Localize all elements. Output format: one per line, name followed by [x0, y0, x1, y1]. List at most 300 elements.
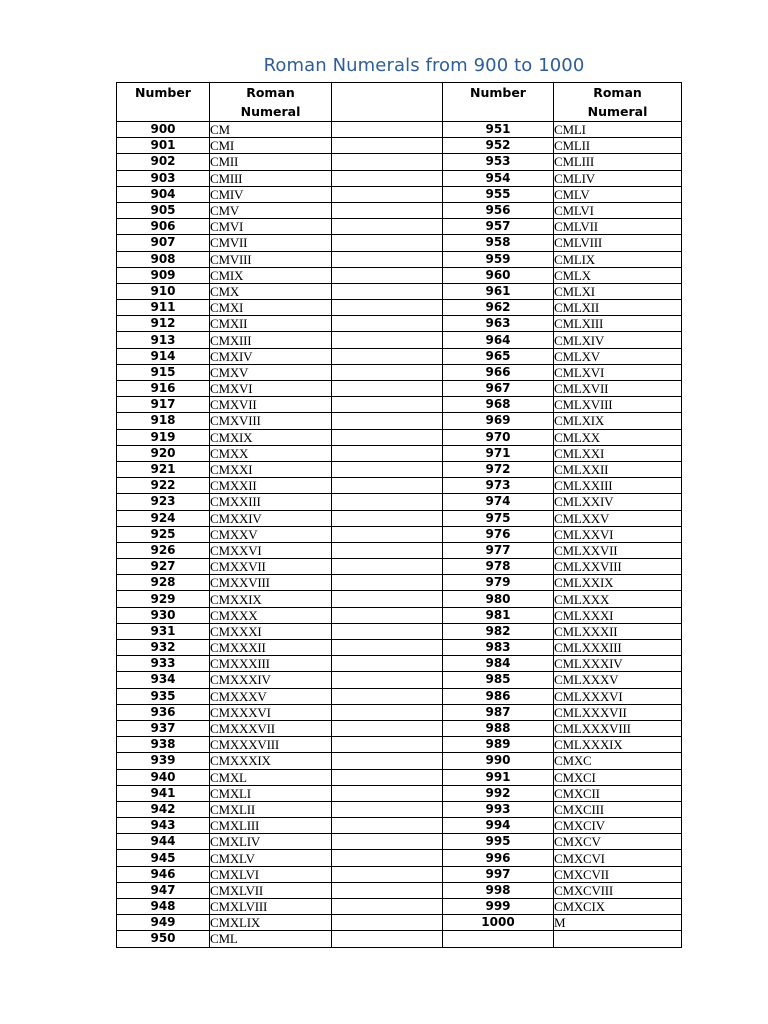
number-cell: 982: [443, 623, 554, 639]
spacer-cell: [332, 154, 443, 170]
spacer-cell: [332, 850, 443, 866]
number-cell: 944: [117, 834, 210, 850]
roman-numeral-cell: CMLIII: [554, 154, 682, 170]
roman-numeral-cell: CMI: [210, 138, 332, 154]
spacer-column-header: [332, 83, 443, 122]
number-cell: 963: [443, 316, 554, 332]
table-row: [117, 623, 682, 639]
number-cell: 954: [443, 170, 554, 186]
number-cell: 904: [117, 186, 210, 202]
spacer-cell: [332, 834, 443, 850]
number-header-label-2: Number: [470, 85, 526, 100]
spacer-cell: [332, 640, 443, 656]
number-cell: 943: [117, 818, 210, 834]
roman-header-line2: Numeral: [240, 104, 301, 119]
number-cell: 966: [443, 364, 554, 380]
roman-numeral-cell: CMVII: [210, 235, 332, 251]
roman-numeral-cell: CMLXXXI: [554, 607, 682, 623]
number-column-header-2: [443, 83, 554, 122]
number-cell: 940: [117, 769, 210, 785]
spacer-cell: [332, 494, 443, 510]
spacer-cell: [332, 219, 443, 235]
roman-numeral-cell: CMLXXVI: [554, 526, 682, 542]
spacer-cell: [332, 510, 443, 526]
number-cell: 984: [443, 656, 554, 672]
roman-numeral-cell: CMLXXIII: [554, 478, 682, 494]
roman-numeral-cell: CMIII: [210, 170, 332, 186]
table-row: [117, 122, 682, 138]
roman-numeral-cell: CMXCIII: [554, 801, 682, 817]
spacer-cell: [332, 591, 443, 607]
number-cell: 958: [443, 235, 554, 251]
number-cell: 942: [117, 801, 210, 817]
table-row: [117, 559, 682, 575]
roman-numeral-cell: CMXC: [554, 753, 682, 769]
roman-numeral-cell: CMLXXXV: [554, 672, 682, 688]
table-row: [117, 445, 682, 461]
roman-numeral-cell: CMXCVII: [554, 866, 682, 882]
table-row: [117, 931, 682, 947]
spacer-cell: [332, 283, 443, 299]
spacer-cell: [332, 656, 443, 672]
roman-numeral-cell: CMXCI: [554, 769, 682, 785]
table-row: [117, 899, 682, 915]
table-row: [117, 818, 682, 834]
roman-numeral-cell: CMXXXVIII: [210, 737, 332, 753]
table-row: [117, 138, 682, 154]
number-cell: 918: [117, 413, 210, 429]
roman-numeral-cell: CMLXIX: [554, 413, 682, 429]
number-cell: 929: [117, 591, 210, 607]
number-cell: 920: [117, 445, 210, 461]
number-cell: 941: [117, 785, 210, 801]
number-cell: 911: [117, 300, 210, 316]
roman-numeral-cell: CMLXXVIII: [554, 559, 682, 575]
table-row: [117, 866, 682, 882]
number-cell: 978: [443, 559, 554, 575]
page-title: Roman Numerals from 900 to 1000: [263, 55, 585, 76]
number-cell: 973: [443, 478, 554, 494]
spacer-cell: [332, 559, 443, 575]
roman-numerals-table: [116, 82, 682, 948]
table-row: [117, 672, 682, 688]
number-cell: 999: [443, 899, 554, 915]
spacer-cell: [332, 931, 443, 947]
number-cell: 902: [117, 154, 210, 170]
roman-numeral-cell: CMLXVII: [554, 381, 682, 397]
roman-numeral-cell: CMXLV: [210, 850, 332, 866]
roman-numeral-cell: CMXXIII: [210, 494, 332, 510]
spacer-cell: [332, 186, 443, 202]
table-row: [117, 251, 682, 267]
number-cell: 908: [117, 251, 210, 267]
roman-header-line2-2: Numeral: [587, 104, 648, 119]
roman-header-line1-2: Roman: [593, 85, 642, 100]
table-row: [117, 494, 682, 510]
number-cell: 939: [117, 753, 210, 769]
spacer-cell: [332, 526, 443, 542]
spacer-cell: [332, 688, 443, 704]
number-cell: 906: [117, 219, 210, 235]
roman-numeral-cell: CMXI: [210, 300, 332, 316]
number-cell: 990: [443, 753, 554, 769]
number-cell: 913: [117, 332, 210, 348]
number-cell: 917: [117, 397, 210, 413]
table-row: [117, 154, 682, 170]
spacer-cell: [332, 478, 443, 494]
table-row: [117, 413, 682, 429]
spacer-cell: [332, 575, 443, 591]
roman-numeral-cell: CMLIX: [554, 251, 682, 267]
table-row: [117, 283, 682, 299]
header-row: [117, 83, 682, 122]
number-cell: 951: [443, 122, 554, 138]
roman-numeral-cell: CMXII: [210, 316, 332, 332]
spacer-cell: [332, 915, 443, 931]
table-row: [117, 542, 682, 558]
roman-numeral-cell: CMLXXI: [554, 445, 682, 461]
number-cell: 946: [117, 866, 210, 882]
spacer-cell: [332, 769, 443, 785]
roman-numeral-cell: CMXXXI: [210, 623, 332, 639]
roman-numeral-cell: [554, 931, 682, 947]
roman-numeral-cell: CMXXIX: [210, 591, 332, 607]
number-cell: 977: [443, 542, 554, 558]
table-body: [117, 122, 682, 948]
number-cell: 948: [117, 899, 210, 915]
spacer-cell: [332, 332, 443, 348]
number-cell: 975: [443, 510, 554, 526]
table-row: [117, 170, 682, 186]
number-cell: 979: [443, 575, 554, 591]
roman-numeral-cell: CMXCII: [554, 785, 682, 801]
number-cell: 912: [117, 316, 210, 332]
roman-numeral-cell: CMLVIII: [554, 235, 682, 251]
spacer-cell: [332, 607, 443, 623]
roman-numeral-cell: CMXLI: [210, 785, 332, 801]
roman-numeral-cell: CMIV: [210, 186, 332, 202]
number-cell: 934: [117, 672, 210, 688]
number-cell: 947: [117, 882, 210, 898]
number-cell: 972: [443, 461, 554, 477]
roman-numeral-cell: CMLXXVII: [554, 542, 682, 558]
spacer-cell: [332, 235, 443, 251]
roman-numeral-cell: CMLXVIII: [554, 397, 682, 413]
roman-numeral-cell: CMXCV: [554, 834, 682, 850]
roman-numeral-cell: CMLXXXIII: [554, 640, 682, 656]
roman-numeral-cell: CMXLIII: [210, 818, 332, 834]
number-cell: 993: [443, 801, 554, 817]
number-cell: 909: [117, 267, 210, 283]
roman-numeral-cell: CMLVI: [554, 202, 682, 218]
spacer-cell: [332, 381, 443, 397]
number-cell: 916: [117, 381, 210, 397]
table-row: [117, 267, 682, 283]
roman-numeral-cell: CMLXXV: [554, 510, 682, 526]
number-cell: 989: [443, 737, 554, 753]
roman-numeral-cell: CMLXXIX: [554, 575, 682, 591]
table-row: [117, 688, 682, 704]
roman-numeral-cell: CMXXVIII: [210, 575, 332, 591]
number-cell: [443, 931, 554, 947]
roman-numeral-cell: CMII: [210, 154, 332, 170]
number-cell: 994: [443, 818, 554, 834]
table-row: [117, 202, 682, 218]
table-row: [117, 526, 682, 542]
roman-numeral-cell: CMLXXXVI: [554, 688, 682, 704]
roman-numeral-cell: CMLXIII: [554, 316, 682, 332]
spacer-cell: [332, 753, 443, 769]
table-row: [117, 640, 682, 656]
table-row: [117, 332, 682, 348]
roman-numeral-cell: CMXIII: [210, 332, 332, 348]
number-cell: 991: [443, 769, 554, 785]
number-cell: 953: [443, 154, 554, 170]
spacer-cell: [332, 785, 443, 801]
number-cell: 922: [117, 478, 210, 494]
roman-numeral-cell: CMLXX: [554, 429, 682, 445]
roman-numeral-cell: CMLVII: [554, 219, 682, 235]
number-cell: 974: [443, 494, 554, 510]
number-cell: 976: [443, 526, 554, 542]
table-row: [117, 834, 682, 850]
spacer-cell: [332, 882, 443, 898]
table-row: [117, 720, 682, 736]
roman-numeral-cell: CMXCVI: [554, 850, 682, 866]
number-cell: 931: [117, 623, 210, 639]
roman-numeral-cell: CMLXI: [554, 283, 682, 299]
number-cell: 1000: [443, 915, 554, 931]
roman-numeral-cell: CMXXXV: [210, 688, 332, 704]
table-row: [117, 737, 682, 753]
roman-numeral-cell: CMLI: [554, 122, 682, 138]
number-cell: 937: [117, 720, 210, 736]
spacer-cell: [332, 316, 443, 332]
number-cell: 930: [117, 607, 210, 623]
roman-numeral-cell: CMLXXXIX: [554, 737, 682, 753]
spacer-cell: [332, 122, 443, 138]
roman-numeral-cell: CMXXVI: [210, 542, 332, 558]
roman-numeral-cell: CMLXV: [554, 348, 682, 364]
spacer-cell: [332, 866, 443, 882]
roman-numeral-cell: M: [554, 915, 682, 931]
number-cell: 997: [443, 866, 554, 882]
number-cell: 900: [117, 122, 210, 138]
spacer-cell: [332, 899, 443, 915]
roman-numeral-cell: CMXXXVII: [210, 720, 332, 736]
spacer-cell: [332, 801, 443, 817]
roman-numeral-cell: CMXLIV: [210, 834, 332, 850]
table-row: [117, 575, 682, 591]
number-cell: 938: [117, 737, 210, 753]
number-cell: 950: [117, 931, 210, 947]
spacer-cell: [332, 251, 443, 267]
roman-numeral-cell: CMLXXX: [554, 591, 682, 607]
roman-numeral-cell: CMLXXXII: [554, 623, 682, 639]
number-cell: 926: [117, 542, 210, 558]
roman-numeral-cell: CMLII: [554, 138, 682, 154]
spacer-cell: [332, 170, 443, 186]
number-cell: 995: [443, 834, 554, 850]
spacer-cell: [332, 138, 443, 154]
roman-column-header-2: [554, 83, 682, 122]
roman-numeral-cell: CMLXXII: [554, 461, 682, 477]
number-cell: 996: [443, 850, 554, 866]
number-cell: 949: [117, 915, 210, 931]
table-row: [117, 785, 682, 801]
number-cell: 992: [443, 785, 554, 801]
number-cell: 980: [443, 591, 554, 607]
roman-numeral-cell: CMXCIX: [554, 899, 682, 915]
spacer-cell: [332, 397, 443, 413]
spacer-cell: [332, 461, 443, 477]
roman-numeral-cell: CMXXV: [210, 526, 332, 542]
roman-numeral-cell: CMXLVII: [210, 882, 332, 898]
roman-numeral-cell: CMLX: [554, 267, 682, 283]
number-cell: 965: [443, 348, 554, 364]
table-row: [117, 704, 682, 720]
roman-numeral-cell: CMXXII: [210, 478, 332, 494]
spacer-cell: [332, 445, 443, 461]
roman-numeral-cell: CMXLVIII: [210, 899, 332, 915]
roman-numeral-cell: CMLXXIV: [554, 494, 682, 510]
roman-numeral-cell: CMLXII: [554, 300, 682, 316]
number-cell: 988: [443, 720, 554, 736]
number-cell: 962: [443, 300, 554, 316]
roman-numeral-cell: CMXVII: [210, 397, 332, 413]
roman-numeral-cell: CMXXXIV: [210, 672, 332, 688]
number-cell: 924: [117, 510, 210, 526]
number-cell: 910: [117, 283, 210, 299]
table-row: [117, 510, 682, 526]
table-row: [117, 882, 682, 898]
roman-numeral-cell: CMLXVI: [554, 364, 682, 380]
roman-numeral-cell: CMLXXXVIII: [554, 720, 682, 736]
roman-numeral-cell: CMXVI: [210, 381, 332, 397]
number-cell: 983: [443, 640, 554, 656]
table-row: [117, 915, 682, 931]
roman-numeral-cell: CMXXI: [210, 461, 332, 477]
roman-numeral-cell: CMXXXVI: [210, 704, 332, 720]
spacer-cell: [332, 704, 443, 720]
number-cell: 952: [443, 138, 554, 154]
roman-numeral-cell: CMV: [210, 202, 332, 218]
table-row: [117, 235, 682, 251]
roman-numeral-cell: CMXLIX: [210, 915, 332, 931]
number-cell: 998: [443, 882, 554, 898]
roman-column-header: [210, 83, 332, 122]
number-cell: 956: [443, 202, 554, 218]
table-row: [117, 186, 682, 202]
roman-header-line1: Roman: [246, 85, 295, 100]
table-row: [117, 478, 682, 494]
table-row: [117, 607, 682, 623]
roman-numeral-cell: CMXIX: [210, 429, 332, 445]
roman-numeral-cell: CMXXVII: [210, 559, 332, 575]
table-row: [117, 397, 682, 413]
spacer-cell: [332, 364, 443, 380]
roman-numeral-cell: CMXX: [210, 445, 332, 461]
number-cell: 928: [117, 575, 210, 591]
number-cell: 935: [117, 688, 210, 704]
roman-numeral-cell: CMXXIV: [210, 510, 332, 526]
roman-numeral-cell: CMXXX: [210, 607, 332, 623]
number-cell: 914: [117, 348, 210, 364]
roman-numeral-cell: CMIX: [210, 267, 332, 283]
number-cell: 969: [443, 413, 554, 429]
table-row: [117, 769, 682, 785]
number-cell: 970: [443, 429, 554, 445]
spacer-cell: [332, 429, 443, 445]
roman-numeral-cell: CMXVIII: [210, 413, 332, 429]
spacer-cell: [332, 413, 443, 429]
table-row: [117, 461, 682, 477]
number-cell: 967: [443, 381, 554, 397]
spacer-cell: [332, 623, 443, 639]
number-cell: 987: [443, 704, 554, 720]
roman-numeral-cell: CMVIII: [210, 251, 332, 267]
number-header-label: Number: [135, 85, 191, 100]
table-row: [117, 656, 682, 672]
table-row: [117, 801, 682, 817]
roman-numeral-cell: CMXLVI: [210, 866, 332, 882]
roman-numeral-cell: CMXCIV: [554, 818, 682, 834]
number-cell: 936: [117, 704, 210, 720]
number-cell: 986: [443, 688, 554, 704]
spacer-cell: [332, 720, 443, 736]
roman-numeral-cell: CMXCVIII: [554, 882, 682, 898]
table-row: [117, 364, 682, 380]
number-cell: 971: [443, 445, 554, 461]
roman-numeral-cell: CMLXXXVII: [554, 704, 682, 720]
number-cell: 915: [117, 364, 210, 380]
spacer-cell: [332, 348, 443, 364]
table-row: [117, 300, 682, 316]
spacer-cell: [332, 202, 443, 218]
table-row: [117, 316, 682, 332]
roman-numeral-cell: CMLXIV: [554, 332, 682, 348]
number-cell: 945: [117, 850, 210, 866]
number-column-header: [117, 83, 210, 122]
number-cell: 919: [117, 429, 210, 445]
number-cell: 927: [117, 559, 210, 575]
number-cell: 960: [443, 267, 554, 283]
roman-numeral-cell: CMXL: [210, 769, 332, 785]
number-cell: 985: [443, 672, 554, 688]
table-row: [117, 348, 682, 364]
table-row: [117, 429, 682, 445]
roman-numeral-cell: CMXXXII: [210, 640, 332, 656]
spacer-cell: [332, 818, 443, 834]
roman-numeral-cell: CMLV: [554, 186, 682, 202]
spacer-cell: [332, 542, 443, 558]
roman-numeral-cell: CMLXXXIV: [554, 656, 682, 672]
roman-numeral-cell: CMXV: [210, 364, 332, 380]
number-cell: 933: [117, 656, 210, 672]
number-cell: 907: [117, 235, 210, 251]
roman-numeral-cell: CM: [210, 122, 332, 138]
roman-numeral-cell: CMXIV: [210, 348, 332, 364]
number-cell: 932: [117, 640, 210, 656]
table-row: [117, 591, 682, 607]
table-row: [117, 219, 682, 235]
number-cell: 961: [443, 283, 554, 299]
number-cell: 957: [443, 219, 554, 235]
number-cell: 981: [443, 607, 554, 623]
number-cell: 925: [117, 526, 210, 542]
roman-numeral-cell: CMX: [210, 283, 332, 299]
number-cell: 901: [117, 138, 210, 154]
